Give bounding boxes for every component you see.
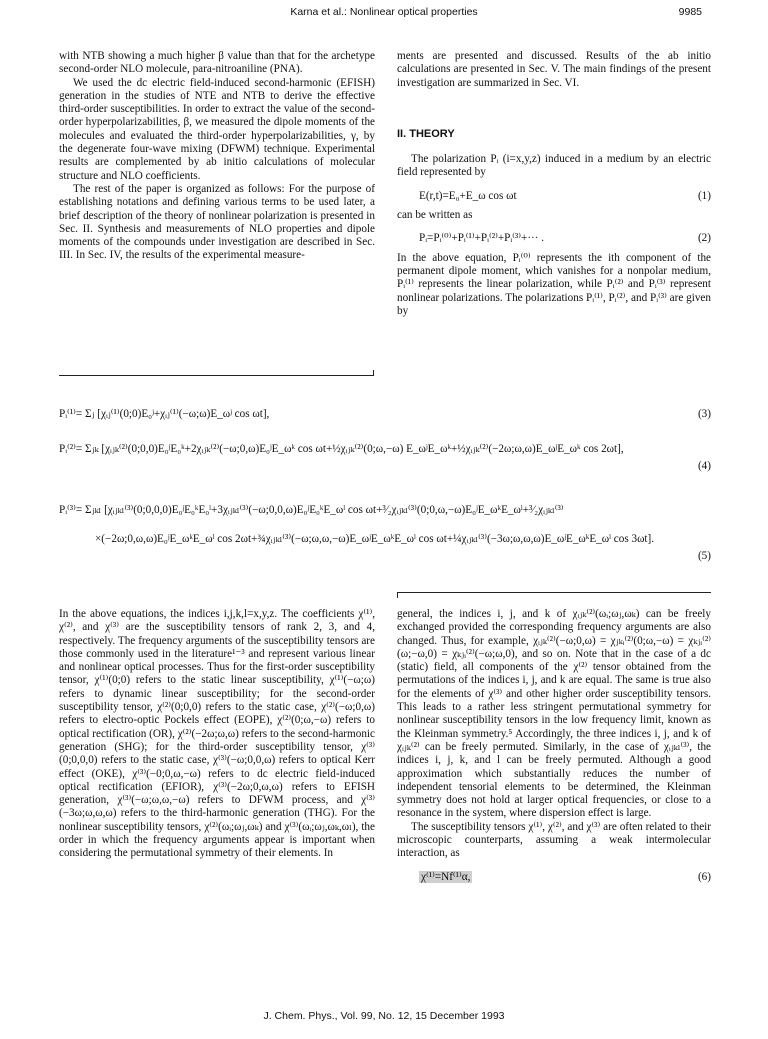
paragraph: The polarization Pᵢ (i=x,y,z) induced in a medium by an electric field represented by: [397, 153, 711, 179]
equation-body: χ⁽¹⁾=Nf⁽¹⁾α,: [421, 870, 471, 883]
equation-5: [59, 504, 711, 563]
right-column-top: [397, 50, 711, 318]
equation-body: E(r,t)=E₀+E_ω cos ωt: [419, 189, 517, 202]
journal-footer: J. Chem. Phys., Vol. 99, No. 12, 15 December 1993: [263, 1010, 505, 1022]
equation-body: Pᵢ⁽²⁾= Σⱼₖ [χᵢⱼₖ⁽²⁾(0;0,0)E₀ʲE₀ᵏ+2χᵢⱼₖ⁽²⁾(−ω;0,ω)E₀ʲE_ωᵏ cos ωt+½χᵢⱼₖ⁽²⁾(0;ω,−ω) E_ωʲE_ωᵏ+½χᵢⱼₖ⁽²⁾(−2ω;ω,ω)E_ωʲE_ωᵏ cos 2ωt],: [59, 443, 624, 455]
running-header: [0, 6, 768, 22]
paragraph: The susceptibility tensors χ⁽¹⁾, χ⁽²⁾, and χ⁽³⁾ are often related to their microscopic counterparts, assuming a weak intermolecular interaction, as: [397, 820, 711, 860]
equation-line: Pᵢ⁽³⁾= Σⱼₖₗ [χᵢⱼₖₗ⁽³⁾(0;0,0,0)E₀ʲE₀ᵏE₀ˡ+3χᵢⱼₖₗ⁽³⁾(−ω;0,0,ω)E₀ʲE₀ᵏE_ωˡ cos ωt+³⁄₂χᵢⱼₖₗ⁽³⁾(0;0,ω,−ω)E₀ʲE_ωᵏE_ωˡ+³⁄₂χᵢⱼₖₗ⁽³⁾: [59, 504, 564, 516]
left-column-bottom: [59, 608, 375, 861]
equation-4: [59, 443, 711, 473]
equation-2: [397, 232, 711, 245]
paragraph: In the above equations, the indices i,j,k,l=x,y,z. The coefficients χ⁽¹⁾, χ⁽²⁾, and χ⁽³⁾ are the susceptibility tensors of rank 2, 3, and 4, respectively. The frequency arguments of the susceptibility tensors are those commonly used in the literature¹⁻³ and represent various linear and nonlinear optical processes. Thus for the first-order susceptibility tensor, χ⁽¹⁾(0;0) refers to the static linear susceptibility, χ⁽¹⁾(−ω;ω) refers to dynamic linear susceptibility; for the second-order susceptibility tensor, χ⁽²⁾(0;0,0) refers to the static case, χ⁽²⁾(−ω;0,ω) refers to electro-optic Pockels effect (EOPE), χ⁽²⁾(0;ω,−ω) refers to optical rectification (OR), χ⁽²⁾(−2ω;ω,ω) refers to the second-harmonic generation (SHG); for the third-order susceptibility tensor, χ⁽³⁾(0;0,0,0) refers to the static case, χ⁽³⁾(−ω;0,0,ω) refers to optical Kerr effect (OKE), χ⁽³⁾(−0;0,ω,−ω) refers to dc electric field-induced optical rectification (EFIOR), χ⁽³⁾(−2ω;0,ω,ω) refers to EFISH generation, χ⁽³⁾(−ω;ω,ω,−ω) refers to DFWM process, and χ⁽³⁾(−3ω;ω,ω,ω) refers to the third-harmonic generation (THG). For the nonlinear susceptibility tensors, χ⁽²⁾(ωᵢ;ωⱼ,ωₖ) and χ⁽³⁾(ωᵢ;ωⱼ,ωₖ,ωₗ), the order in which the frequency arguments appear is important when considering the permutational symmetry of their elements. In: [59, 608, 375, 860]
equation-number: (6): [697, 870, 711, 883]
equation-number: (4): [697, 460, 711, 472]
equation-divider-bottom: [397, 592, 711, 593]
paragraph: can be written as: [397, 209, 473, 222]
equation-number: (1): [697, 189, 711, 202]
paragraph: We used the dc electric field-induced second-harmonic (EFISH) generation in the studies of NTE and NTB to derive the effective third-order susceptibilities. In order to extract the value of the second-order hyperpolarizabilities, β, we measured the dipole moments of the molecules and evaluated the third-order hyperpolarizabilities, γ, by the degenerate four-wave mixing (DFWM) technique. Experimental results are complemented by ab initio calculations of molecular structure and NLO coefficients.: [59, 76, 375, 182]
equation-line: ×(−2ω;0,ω,ω)E₀ʲE_ωᵏE_ωˡ cos 2ωt+¾χᵢⱼₖₗ⁽³⁾(−ω;ω,ω,−ω)E_ωʲE_ωᵏE_ωˡ cos ωt+¼χᵢⱼₖₗ⁽³⁾(−3ω;ω,ω,ω)E_ωʲE_ωᵏE_ωˡ cos 3ωt].: [95, 533, 655, 545]
paragraph: with NTB showing a much higher β value than that for the archetype second-order NLO molecule, para-nitroaniline (PNA).: [59, 50, 375, 76]
page-number: 9985: [678, 6, 702, 18]
divider-tick: [397, 592, 398, 598]
equation-body: Pᵢ=Pᵢ⁽⁰⁾+Pᵢ⁽¹⁾+Pᵢ⁽²⁾+Pᵢ⁽³⁾+··· .: [419, 232, 545, 245]
equation-3: [59, 408, 711, 421]
right-column-bottom: [397, 608, 711, 890]
paragraph: general, the indices i, j, and k of χᵢⱼₖ⁽²⁾(ωᵢ;ωⱼ,ωₖ) can be freely exchanged provided the corresponding frequency arguments are also changed. Thus, for example, χᵢⱼₖ⁽²⁾(−ω;0,ω) = χⱼₖᵢ⁽²⁾(0;ω,−ω) = χₖⱼᵢ⁽²⁾(ω;−ω,0) = χₖⱼᵢ⁽²⁾(−ω;ω,0), and so on. Note that in the case of a dc (static) field, all components of the χ⁽²⁾ tensor obtained from the permutations of the indices i, j, and k are equal. The same is true also for the elements of χ⁽³⁾ and other higher order susceptibility tensors. This leads to a rather less stringent permutational symmetry for nonlinear susceptibility tensors in the low frequency limit, known as the Kleinman symmetry.⁵ Accordingly, the three indices i, j, and k of χᵢⱼₖ⁽²⁾ can be freely permuted. Similarly, in the case of χᵢⱼₖₗ⁽³⁾, the indices i, j, k, and l can be freely permuted. Although a good approximation which substantially reduces the number of independent tensorial elements to be determined, the Kleinman symmetry does not hold at larger optical frequencies, or close to a resonance in the system, where dispersion effect is large.: [397, 608, 711, 820]
running-title: Karna et al.: Nonlinear optical properties: [290, 6, 478, 18]
equation-number: (3): [697, 408, 711, 420]
paragraph: The rest of the paper is organized as follows: For the purpose of establishing notations and defining various terms to be used later, a brief description of the theory of nonlinear polarization is presented in Sec. II. Synthesis and measurements of NLO properties and dipole moments of the compounds under investigation are described in Sec. III. In Sec. IV, the results of the experimental measure-: [59, 182, 375, 262]
divider-tick: [373, 370, 374, 376]
paragraph: ments are presented and discussed. Results of the ab initio calculations are presented in Sec. V. The main findings of the present investigation are summarized in Sec. VI.: [397, 50, 711, 89]
equation-number: (2): [697, 232, 711, 245]
equation-6: [397, 871, 711, 884]
equation-body: Pᵢ⁽¹⁾= Σⱼ [χᵢⱼ⁽¹⁾(0;0)E₀ʲ+χᵢⱼ⁽¹⁾(−ω;ω)E_ωʲ cos ωt],: [59, 408, 270, 420]
equation-divider-top: [59, 375, 374, 376]
section-heading: II. THEORY: [397, 127, 455, 140]
left-column-top: [59, 50, 375, 263]
equation-1: [397, 190, 711, 203]
paragraph: In the above equation, Pᵢ⁽⁰⁾ represents the ith component of the permanent dipole moment, which vanishes for a nonpolar medium, Pᵢ⁽¹⁾ represents the linear polarization, while Pᵢ⁽²⁾ and Pᵢ⁽³⁾ represent nonlinear polarizations. The polarizations Pᵢ⁽¹⁾, Pᵢ⁽²⁾, and Pᵢ⁽³⁾ are given by: [397, 251, 711, 317]
equation-number: (5): [697, 550, 711, 562]
